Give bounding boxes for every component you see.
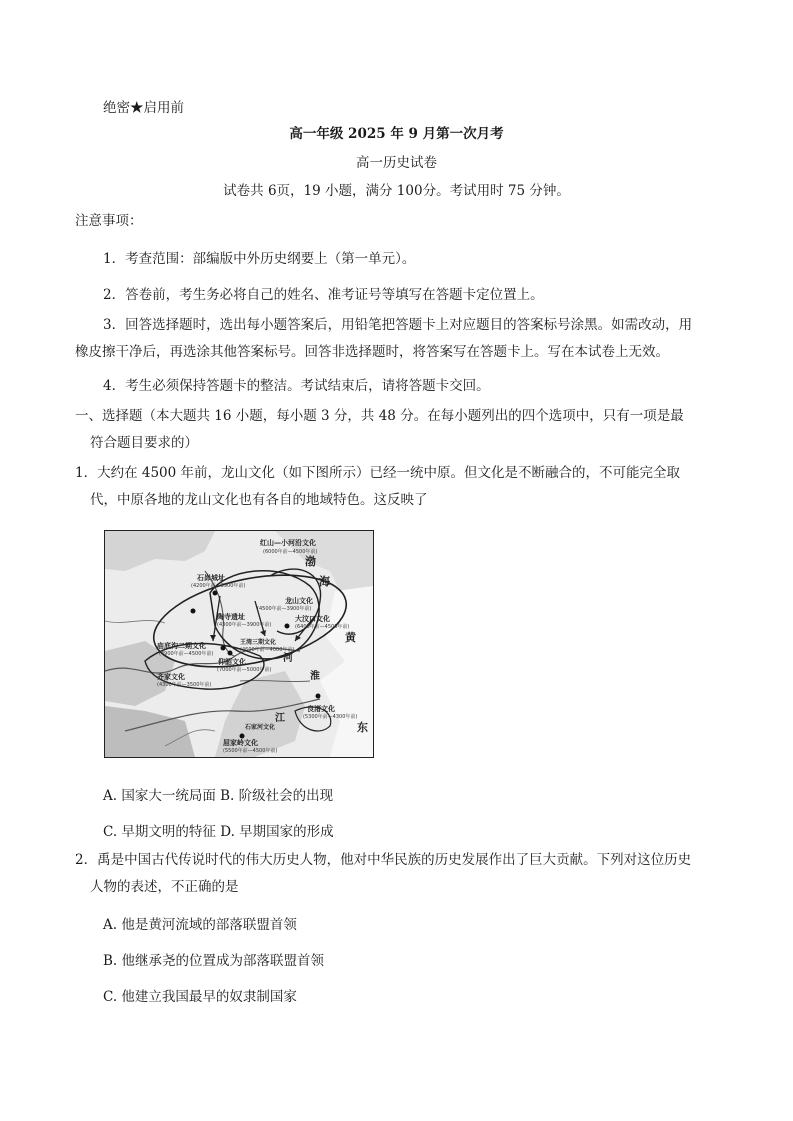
map-label-shimao: 石峁城址 bbox=[197, 574, 225, 582]
map-date-shimao: (4200年前—3900年前) bbox=[191, 583, 246, 589]
map-label-river-jiang: 江 bbox=[275, 713, 285, 724]
map-label-river-huai: 淮 bbox=[310, 671, 320, 682]
q2-option-c: C. 他建立我国最早的奴隶制国家 bbox=[103, 989, 297, 1005]
confidential-mark: 绝密★启用前 bbox=[103, 100, 184, 116]
q1-stem-cont: 代，中原各地的龙山文化也有各自的地域特色。这反映了 bbox=[90, 492, 428, 508]
map-date-yangshao: (7000年前—5000年前) bbox=[217, 667, 272, 673]
map-date-longshan: (4500年前—3900年前) bbox=[257, 606, 312, 612]
exam-info: 试卷共 6页，19 小题，满分 100分。考试用时 75 分钟。 bbox=[223, 183, 570, 199]
map-label-miaodigou: 庙底沟二期文化 bbox=[157, 642, 206, 650]
q2-option-b: B. 他继承尧的位置成为部落联盟首领 bbox=[103, 953, 325, 969]
map-label-shijiahe: 石家河文化 bbox=[245, 724, 276, 731]
notice-item-3-cont: 橡皮擦干净后，再选涂其他答案标号。回答非选择题时，将答案写在答题卡上。写在本试卷上无效。 bbox=[75, 344, 669, 360]
map-label-sea-huang: 黄 bbox=[345, 631, 356, 644]
notice-item-1: 1．考查范围：部编版中外历史纲要上（第一单元）。 bbox=[103, 251, 416, 267]
map-date-qujialing: (5500年前—4500年前) bbox=[223, 748, 278, 754]
exam-title: 高一年级 2025 年 9 月第一次月考 bbox=[289, 126, 504, 142]
notice-item-3: 3．回答选择题时，选出每小题答案后，用铅笔把答题卡上对应题目的答案标号涂黑。如需改动，用 bbox=[103, 317, 693, 333]
map-date-qijia: (4300年前—3500年前) bbox=[157, 682, 212, 688]
map-label-sea-dong: 东 bbox=[357, 721, 368, 734]
map-date-wangwan: (4600年前—4000年前) bbox=[240, 647, 295, 653]
longshan-culture-map bbox=[104, 530, 374, 758]
map-label-wangwan: 王湾三期文化 bbox=[240, 639, 277, 646]
notice-heading: 注意事项： bbox=[75, 213, 143, 229]
section-title: 一、选择题（本大题共 16 小题，每小题 3 分，共 48 分。在每小题列出的四个选项中，只有一项是最 bbox=[75, 408, 684, 424]
notice-item-4: 4．考生必须保持答题卡的整洁。考试结束后，请将答题卡交回。 bbox=[103, 378, 490, 394]
q2-option-a: A. 他是黄河流域的部落联盟首领 bbox=[103, 917, 297, 933]
q1-options-ab: A. 国家大一统局面 B. 阶级社会的出现 bbox=[103, 788, 334, 804]
q2-stem-cont: 人物的表述，不正确的是 bbox=[90, 879, 239, 895]
map-label-taosi: 陶寺遗址 bbox=[217, 613, 245, 621]
notice-item-2: 2．答卷前，考生务必将自己的姓名、准考证号等填写在答题卡定位置上。 bbox=[103, 287, 544, 303]
map-label-qujialing: 屈家岭文化 bbox=[223, 739, 258, 747]
q2-stem: 2．禹是中国古代传说时代的伟大历史人物，他对中华民族的历史发展作出了巨大贡献。下列对这位历史 bbox=[75, 852, 692, 868]
map-label-longshan: 龙山文化 bbox=[285, 597, 313, 605]
map-label-liangzhu: 良渚文化 bbox=[307, 705, 335, 713]
map-label-sea-hai: 海 bbox=[319, 575, 330, 588]
map-label-river-he: 河 bbox=[283, 653, 293, 664]
map-date-hongshan: (6000年前—4500年前) bbox=[263, 549, 318, 555]
map-date-taosi: (4300年前—3900年前) bbox=[217, 622, 272, 628]
map-date-dawenkou: (6400年前—4500年前) bbox=[295, 624, 350, 630]
section-title-cont: 符合题目要求的） bbox=[90, 435, 198, 451]
q1-options-cd: C. 早期文明的特征 D. 早期国家的形成 bbox=[103, 824, 334, 840]
map-label-dawenkou: 大汶口文化 bbox=[295, 615, 330, 623]
map-label-yangshao: 仰韶文化 bbox=[218, 658, 246, 666]
map-label-qijia: 齐家文化 bbox=[157, 673, 185, 681]
map-label-hongshan: 红山—小河沿文化 bbox=[260, 539, 316, 547]
map-date-miaodigou: (4900年前—4500年前) bbox=[159, 651, 214, 657]
map-label-sea-bo: 渤 bbox=[305, 555, 316, 568]
subject-title: 高一历史试卷 bbox=[356, 155, 437, 171]
map-date-liangzhu: (5300年前—4300年前) bbox=[303, 714, 358, 720]
q1-stem: 1．大约在 4500 年前，龙山文化（如下图所示）已经一统中原。但文化是不断融合的，不可能完全取 bbox=[75, 465, 681, 481]
